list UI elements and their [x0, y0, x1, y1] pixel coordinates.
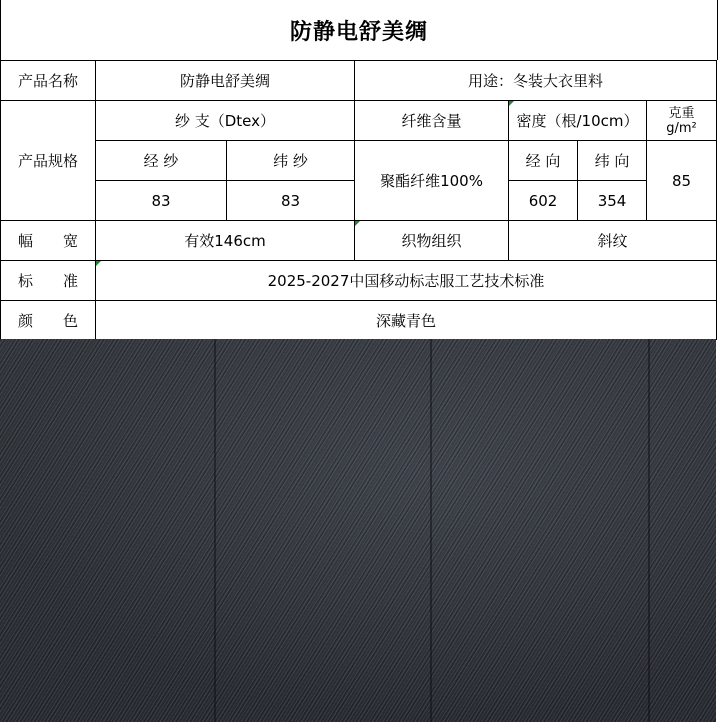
- fabric-stripe: [648, 339, 650, 722]
- weft-direction-header: 纬 向: [578, 141, 647, 181]
- fiber-content-header: 纤维含量: [355, 101, 509, 141]
- yarn-count-header: 纱 支（Dtex）: [96, 101, 355, 141]
- table-row: [1, 301, 717, 340]
- weft-density-value: 354: [578, 181, 647, 221]
- warp-yarn-value: 83: [96, 181, 227, 221]
- weight-unit: g/m²: [666, 120, 697, 136]
- table-row: [1, 101, 717, 141]
- usage-cell: 用途：冬装大衣里料: [355, 61, 717, 101]
- width-value: 有效146cm: [96, 221, 355, 261]
- density-header: 密度（根/10cm）: [509, 101, 647, 141]
- weight-value: 85: [647, 141, 717, 221]
- warp-density-value: 602: [509, 181, 578, 221]
- spec-label: 产品规格: [1, 101, 96, 221]
- weave-value: 斜纹: [509, 221, 717, 261]
- weight-label: 克重: [668, 105, 695, 121]
- product-name-label: 产品名称: [1, 61, 96, 101]
- warp-yarn-header: 经 纱: [96, 141, 227, 181]
- document-title: 防静电舒美绸: [0, 0, 718, 60]
- product-name-value: 防静电舒美绸: [96, 61, 355, 101]
- weft-yarn-header: 纬 纱: [227, 141, 355, 181]
- fiber-content-value: 聚酯纤维100%: [355, 141, 509, 221]
- weft-yarn-value: 83: [227, 181, 355, 221]
- table-row: [1, 141, 717, 181]
- color-label: 颜 色: [1, 301, 96, 340]
- fabric-swatch-image: [0, 339, 716, 722]
- width-label: 幅 宽: [1, 221, 96, 261]
- weight-header: [647, 101, 717, 141]
- standard-value: 2025-2027中国移动标志服工艺技术标准: [96, 261, 717, 301]
- table-row: [1, 221, 717, 261]
- warp-direction-header: 经 向: [509, 141, 578, 181]
- table-row: [1, 261, 717, 301]
- weave-label: 织物组织: [355, 221, 509, 261]
- color-value: 深藏青色: [96, 301, 717, 340]
- standard-label: 标 准: [1, 261, 96, 301]
- spec-table: [0, 60, 717, 340]
- fabric-stripe: [430, 339, 432, 722]
- fabric-stripe: [214, 339, 216, 722]
- table-row: [1, 61, 717, 101]
